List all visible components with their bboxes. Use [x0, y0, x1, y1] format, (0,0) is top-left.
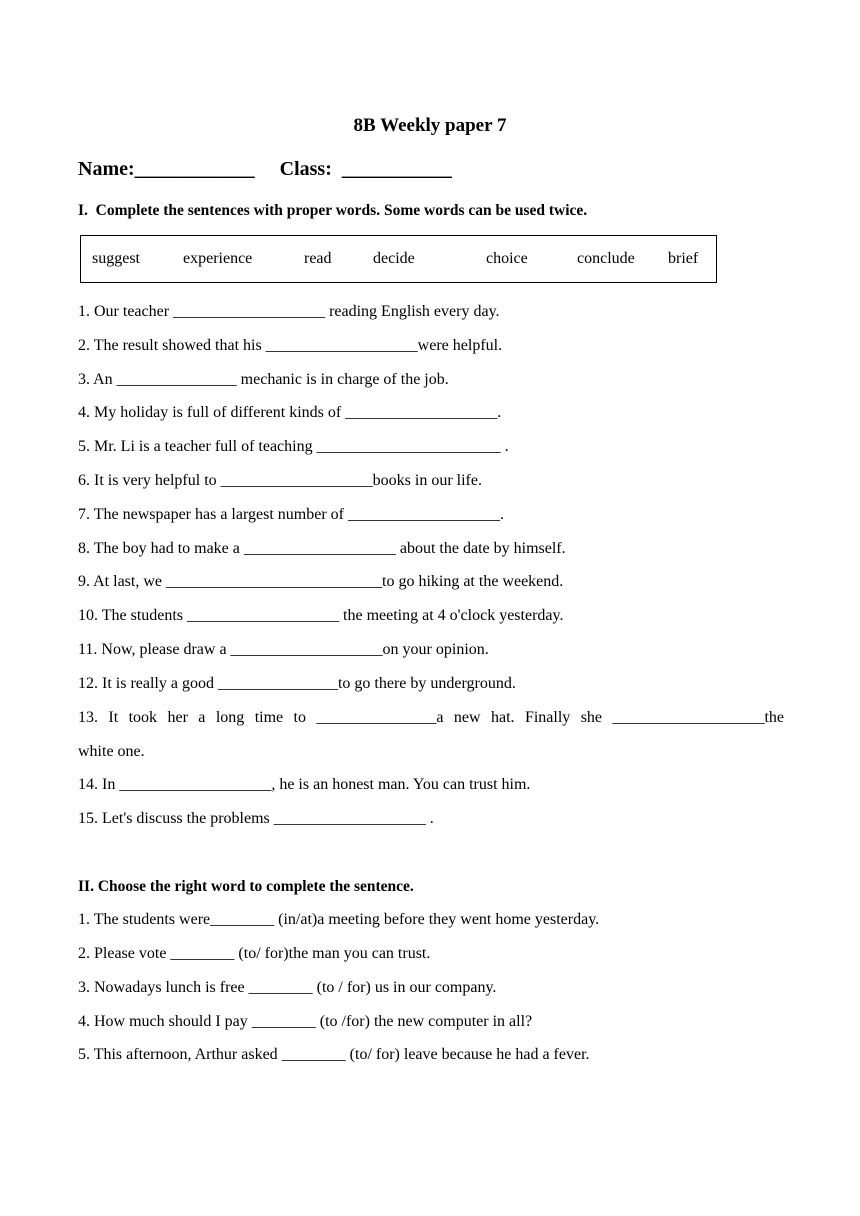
question-item: 2. The result showed that his ___________________were helpful.: [78, 337, 503, 354]
question-item: 2. Please vote ________ (to/ for)the man you can trust.: [78, 945, 431, 962]
question-item-13-line2: white one.: [78, 743, 145, 760]
question-item: 8. The boy had to make a ___________________ about the date by himself.: [78, 540, 566, 557]
word-bank-item: decide: [373, 250, 415, 267]
question-item: 5. Mr. Li is a teacher full of teaching _______________________ .: [78, 438, 509, 455]
question-item-13-line1: 13. It took her a long time to _______________a new hat. Finally she ___________________the: [78, 709, 784, 726]
question-item: 15. Let's discuss the problems ___________________ .: [78, 810, 434, 827]
page-title: 8B Weekly paper 7: [353, 115, 507, 136]
question-item: 12. It is really a good _______________to go there by underground.: [78, 675, 516, 692]
question-item: 4. How much should I pay ________ (to /for) the new computer in all?: [78, 1013, 533, 1030]
name-class-line: Name:____________ Class: ___________: [78, 158, 452, 180]
word-bank-item: conclude: [577, 250, 635, 267]
question-item: 6. It is very helpful to ___________________books in our life.: [78, 472, 482, 489]
question-item: 11. Now, please draw a ___________________on your opinion.: [78, 641, 489, 658]
question-item: 1. The students were________ (in/at)a meeting before they went home yesterday.: [78, 911, 600, 928]
question-item: 10. The students ___________________ the meeting at 4 o'clock yesterday.: [78, 607, 564, 624]
question-item: 3. An _______________ mechanic is in charge of the job.: [78, 371, 449, 388]
word-bank-item: suggest: [92, 250, 140, 267]
question-item: 4. My holiday is full of different kinds of ___________________.: [78, 404, 502, 421]
question-item: 9. At last, we ___________________________to go hiking at the weekend.: [78, 573, 564, 590]
question-item: 1. Our teacher ___________________ reading English every day.: [78, 303, 500, 320]
word-bank-item: read: [304, 250, 332, 267]
section2-heading: II. Choose the right word to complete the sentence.: [78, 878, 414, 895]
word-bank-item: experience: [183, 250, 253, 267]
word-bank-item: choice: [486, 250, 528, 267]
word-bank-item: brief: [668, 250, 699, 267]
word-bank-box: [80, 235, 717, 283]
question-item: 7. The newspaper has a largest number of ___________________.: [78, 506, 504, 523]
question-item: 14. In ___________________, he is an honest man. You can trust him.: [78, 776, 531, 793]
section1-heading: I. Complete the sentences with proper words. Some words can be used twice.: [78, 202, 588, 219]
question-item: 5. This afternoon, Arthur asked ________ (to/ for) leave because he had a fever.: [78, 1046, 590, 1063]
question-item: 3. Nowadays lunch is free ________ (to / for) us in our company.: [78, 979, 497, 996]
